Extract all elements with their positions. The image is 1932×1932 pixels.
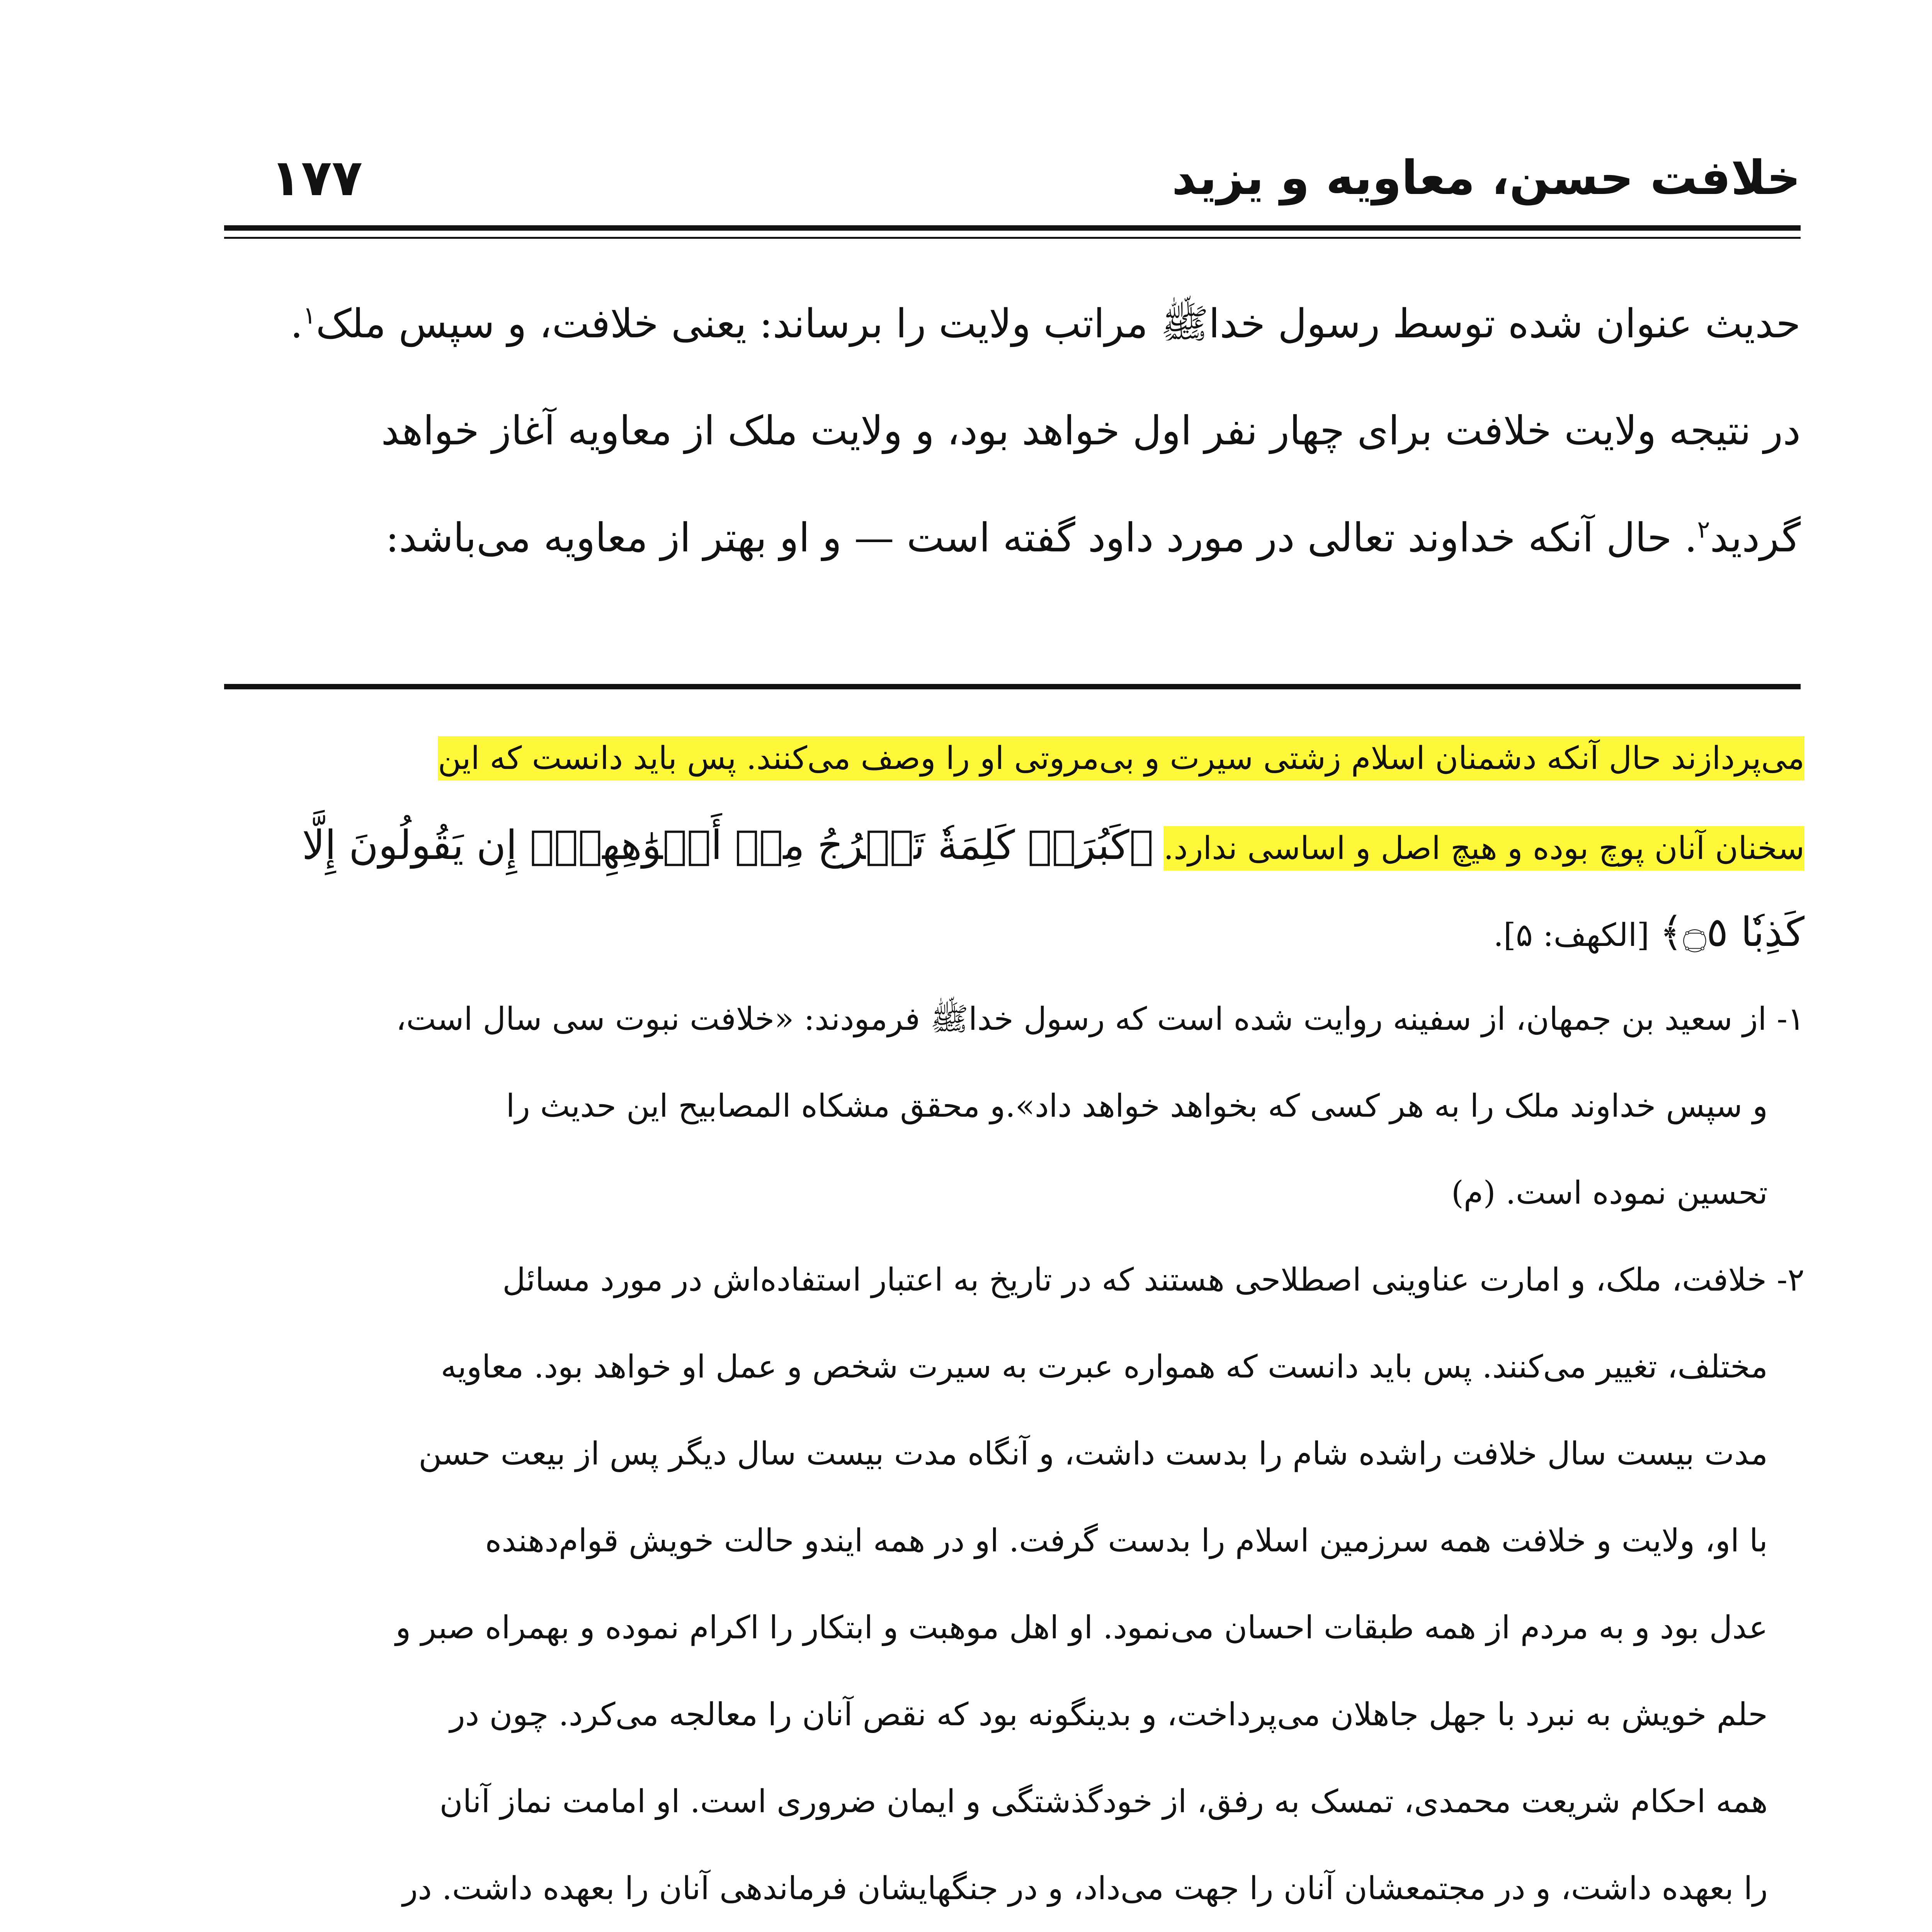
page-header bbox=[224, 128, 1801, 228]
footnote-line: همه احکام شریعت محمدی، تمسک به رفق، از خودگذشتگی و ایمان ضروری است. او امامت نماز آنان bbox=[439, 1783, 1768, 1820]
footnote-line: و سپس خداوند ملک را به هر کسی که بخواهد خواهد داد».و محقق مشکاه المصابیح این حدیث را bbox=[506, 1088, 1768, 1124]
footnote-marker: ۲ bbox=[1697, 515, 1710, 544]
footnote-2 bbox=[216, 1236, 1804, 1932]
page-number: ۱۷۷ bbox=[270, 148, 363, 207]
body-line: در نتیجه ولایت خلافت برای چهار نفر اول خواهد بود، و ولایت ملک از معاویه آغاز خواهد bbox=[381, 408, 1801, 454]
quran-verse: ﴿كَبُرَتۡ كَلِمَةٗ تَخۡرُجُ مِنۡ أَفۡوَٰهِهِمۡۚ إِن يَقُولُونَ إِلَّا bbox=[302, 821, 1154, 869]
footnote-continuation-line bbox=[216, 889, 1804, 976]
footnote-line: را بعهده داشت، و در مجتمعشان آنان را جهت می‌داد، و در جنگهایشان فرماندهی آنان را بعهده داشت. در bbox=[402, 1870, 1768, 1907]
footnote-line: مختلف، تغییر می‌کنند. پس باید دانست که همواره عبرت به سیرت شخص و عمل او خواهد بود. معاویه bbox=[440, 1349, 1768, 1385]
running-title: خلافت حسن، معاویه و یزید bbox=[1172, 150, 1801, 205]
footnote-line: مدت بیست سال خلافت راشده شام را بدست داشت، و آنگاه مدت بیست سال دیگر پس از بیعت حسن bbox=[418, 1435, 1768, 1472]
quran-verse: كَذِبٗا ۝٥﴾ bbox=[1659, 908, 1804, 956]
body-line: گردید$^۲$. حال آنکه خداوند تعالی در مورد داود گفته است — و او بهتر از معاویه می‌باشد: bbox=[385, 515, 1801, 561]
footnote-line: عدل بود و به مردم از همه طبقات احسان می‌نمود. او اهل موهبت و ابتکار را اکرام نموده و بهمراه صبر و bbox=[395, 1609, 1768, 1646]
footnote-line: با او، ولایت و خلافت همه سرزمین اسلام را بدست گرفت. او در همه ایندو حالت خویش قوام‌دهنده bbox=[485, 1522, 1768, 1559]
quran-reference: [الکهف: ۵]. bbox=[1493, 917, 1650, 954]
footnote-marker: ۱ bbox=[303, 301, 316, 330]
header-rule bbox=[224, 225, 1801, 231]
footnote-continuation-line bbox=[216, 715, 1804, 802]
footnote-continuation-line bbox=[216, 802, 1804, 889]
body-line: حدیث عنوان شده توسط رسول خداﷺ مراتب ولایت را برساند: یعنی خلافت، و سپس ملک$^۱$. bbox=[290, 301, 1801, 347]
highlighted-text: سخنان آنان پوچ بوده و هیچ اصل و اساسی ندارد. bbox=[1163, 826, 1804, 871]
footnotes bbox=[216, 715, 1804, 1932]
footnote-line: ۲- خلافت، ملک، و امارت عناوینی اصطلاحی هستند که در تاریخ به اعتبار استفاده‌اش در مورد مسائل bbox=[502, 1262, 1804, 1298]
highlighted-text: می‌پردازند حال آنکه دشمنان اسلام زشتی سیرت و بی‌مروتی او را وصف می‌کنند. پس باید دانست که این bbox=[438, 736, 1804, 781]
header-rule-thin bbox=[224, 237, 1801, 239]
footnote-1 bbox=[216, 976, 1804, 1236]
footnote-separator bbox=[224, 684, 1801, 689]
footnote-line: حلم خویش به نبرد با جهل جاهلان می‌پرداخت، و بدینگونه بود که نقص آنان را معالجه می‌کرد. چون در bbox=[450, 1696, 1768, 1733]
footnote-line: تحسین نموده است. (م) bbox=[1451, 1175, 1768, 1211]
footnote-line: ۱- از سعید بن جمهان، از سفینه روایت شده است که رسول خداﷺ فرمودند: «خلافت نبوت سی سال است، bbox=[396, 1001, 1804, 1037]
main-text bbox=[216, 270, 1801, 592]
